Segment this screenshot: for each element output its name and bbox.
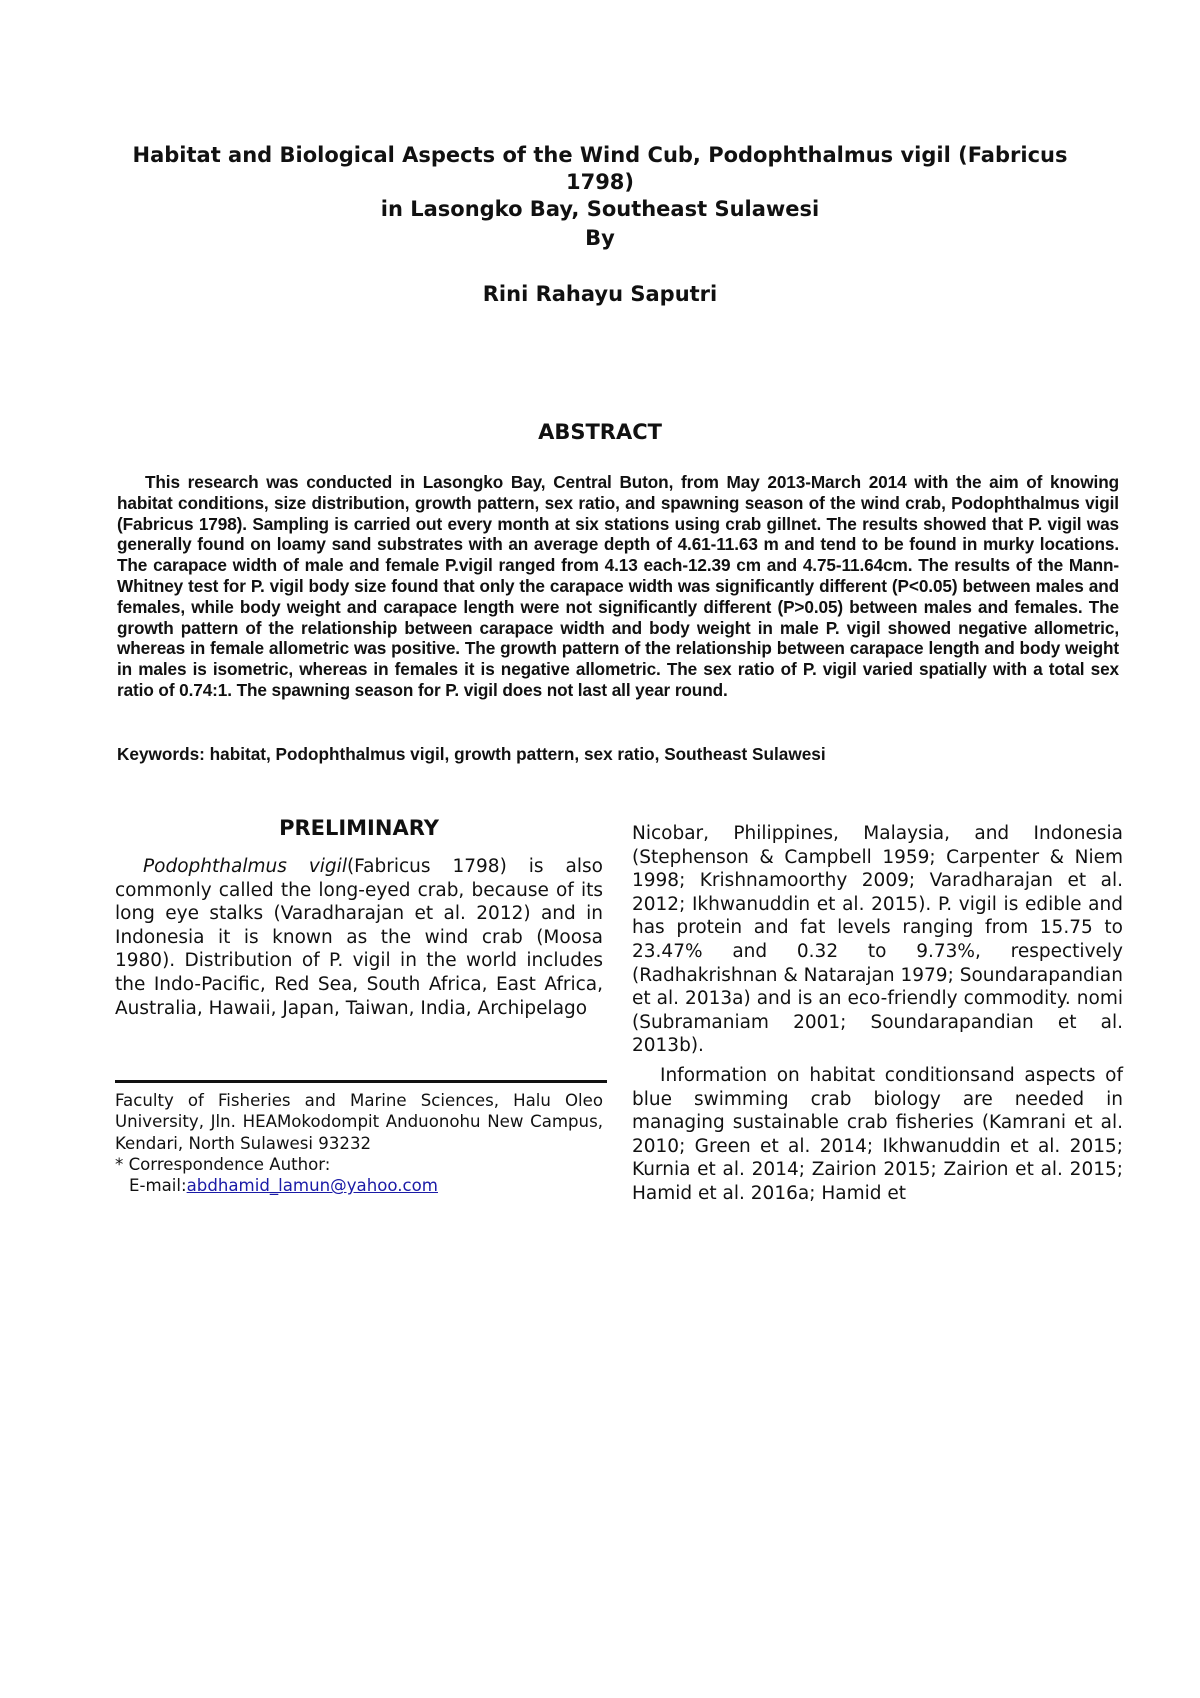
abstract-heading: ABSTRACT <box>538 420 662 444</box>
footnote <box>115 1090 603 1196</box>
keywords: Keywords: habitat, Podophthalmus vigil, growth pattern, sex ratio, Southeast Sulawesi <box>117 744 826 764</box>
footnote-divider <box>115 1080 607 1083</box>
affiliation: Faculty of Fisheries and Marine Sciences, Halu Oleo University, Jln. HEAMokodompit Anduonohu New Campus, Kendari, North Sulawesi 93232 <box>115 1091 603 1153</box>
title-line-1: Habitat and Biological Aspects of the Wind Cub, Podophthalmus vigil (Fabricus 1798) <box>132 143 1068 194</box>
left-column <box>115 815 603 1020</box>
author-name: Rini Rahayu Saputri <box>482 282 718 306</box>
preliminary-heading: PRELIMINARY <box>279 816 439 840</box>
by-label: By <box>585 226 615 250</box>
species-name-italic: Podophthalmus vigil <box>143 856 347 877</box>
email-line <box>115 1175 603 1196</box>
right-paragraph-2: Information on habitat conditionsand aspects of blue swimming crab biology are needed in managing sustainable crab fisheries (Kamrani et al. 2010; Green et al. 2014; Ikhwanuddin et al. 2015; Kurnia et al. 2014; Zairion 2015; Zairion et al. 2015; Hamid et al. 2016a; Hamid et <box>632 1064 1123 1204</box>
preliminary-paragraph-1 <box>115 855 603 1020</box>
abstract-text: This research was conducted in Lasongko Bay, Central Buton, from May 2013-March 2014 with the aim of knowing habitat conditions, size distribution, growth pattern, sex ratio, and spawning season of the wind crab, Podophthalmus vigil (Fabricus 1798). Sampling is carried out every month at six stations using crab gillnet. The results showed that P. vigil was generally found on loamy sand substrates with an average depth of 4.61-11.63 m and tend to be found in murky locations. The carapace width of male and female P.vigil ranged from 4.13 each-12.39 cm and 4.75-11.64cm. The results of the Mann-Whitney test for P. vigil body size found that only the carapace width was significantly different (P<0.05) between males and females, while body weight and carapace length were not significantly different (P>0.05) between males and females. The growth pattern of the relationship between carapace width and body weight in male P. vigil showed negative allometric, whereas in female allometric was positive. The growth pattern of the relationship between carapace length and body weight in males is isometric, whereas in females it is negative allometric. The sex ratio of P. vigil varied spatially with a total sex ratio of 0.74:1. The spawning season for P. vigil does not last all year round. <box>117 472 1119 700</box>
email-label: E-mail: <box>129 1176 187 1196</box>
title-line-2: in Lasongko Bay, Southeast Sulawesi <box>380 197 820 221</box>
correspondence-label: * Correspondence Author: <box>115 1154 331 1174</box>
right-paragraph-1: Nicobar, Philippines, Malaysia, and Indonesia (Stephenson & Campbell 1959; Carpenter & Niem 1998; Krishnamoorthy 2009; Varadharajan et al. 2012; Ikhwanuddin et al. 2015). P. vigil is edible and has protein and fat levels ranging from 15.75 to 23.47% and 0.32 to 9.73%, respectively (Radhakrishnan & Natarajan 1979; Soundarapandian et al. 2013a) and is an eco-friendly commodity. nomi (Subramaniam 2001; Soundarapandian et al. 2013b). <box>632 823 1123 1057</box>
email-link[interactable]: abdhamid_lamun@yahoo.com <box>186 1176 438 1196</box>
right-column <box>632 822 1123 1206</box>
preliminary-paragraph-1-text: (Fabricus 1798) is also commonly called the long-eyed crab, because of its long eye stalks (Varadharajan et al. 2012) and in Indonesia it is known as the wind crab (Moosa 1980). Distribution of P. vigil in the world includes the Indo-Pacific, Red Sea, South Africa, East Africa, Australia, Hawaii, Japan, Taiwan, India, Archipelago <box>115 856 603 1019</box>
paper-title <box>100 142 1100 223</box>
